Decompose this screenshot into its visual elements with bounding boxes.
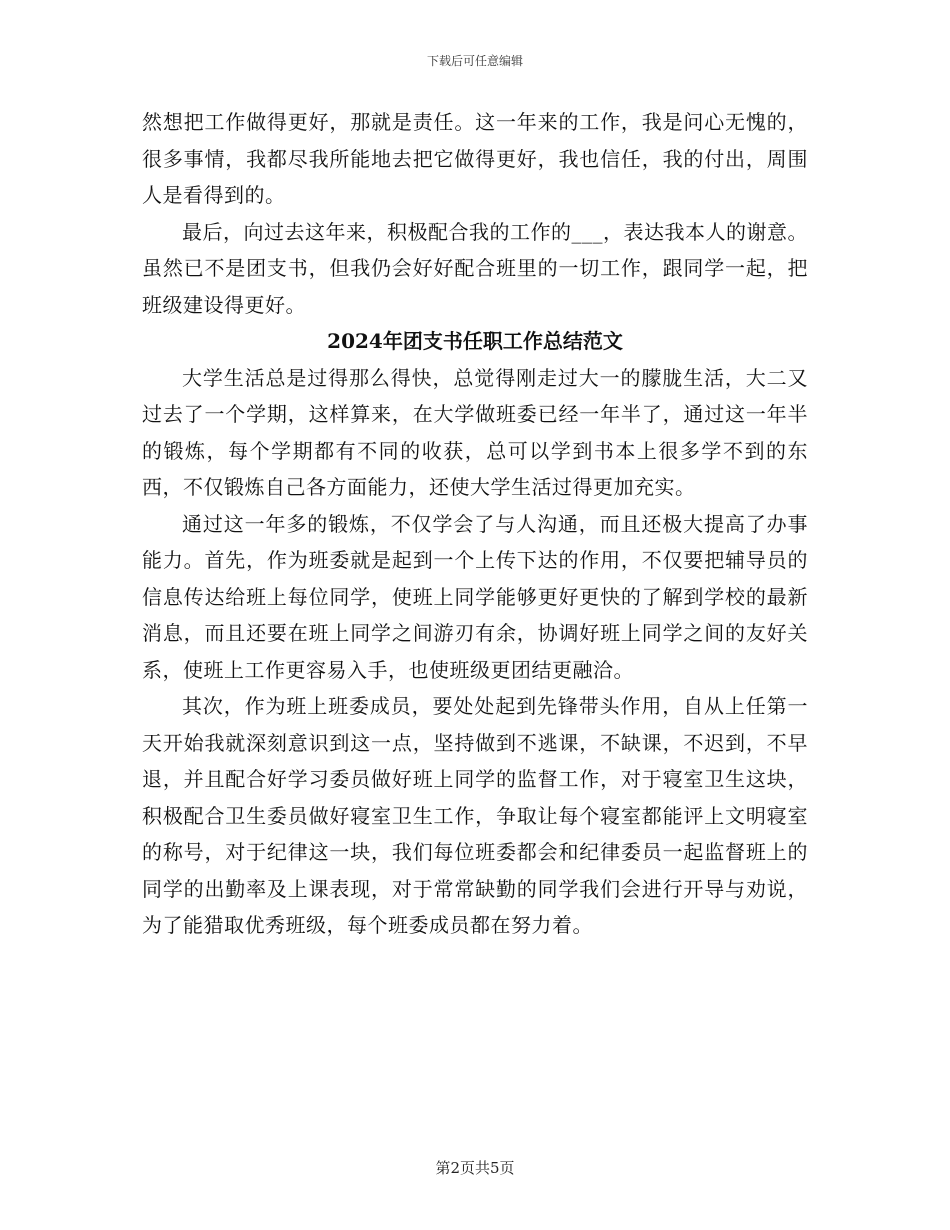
paragraph-closing: 最后，向过去这年来，积极配合我的工作的___，表达我本人的谢意。虽然已不是团支书，但我仍会好好配合班里的一切工作，跟同学一起，把班级建设得更好。 xyxy=(142,219,808,317)
page-header: 下载后可任意编辑 xyxy=(426,54,523,68)
paragraph-leadership: 其次，作为班上班委成员，要处处起到先锋带头作用，自从上任第一天开始我就深刻意识到这一点，坚持做到不逃课，不缺课，不迟到，不早退，并且配合好学习委员做好班上同学的监督工作，对于寝室卫生这块，积极配合卫生委员做好寝室卫生工作，争取让每个寝室都能评上文明寝室的称号，对于纪律这一块，我们每位班委都会和纪律委员一起监督班上的同学的出勤率及上课表现，对于常常缺勤的同学我们会进行开导与劝说，为了能猎取优秀班级，每个班委成员都在努力着。 xyxy=(142,694,808,937)
page-number: 第2页共5页 xyxy=(435,1159,515,1177)
paragraph-intro: 大学生活总是过得那么得快，总觉得刚走过大一的朦胧生活，大二又过去了一个学期，这样算来，在大学做班委已经一年半了，通过这一年半的锻炼，每个学期都有不同的收获，总可以学到书本上很多学不到的东西，不仅锻炼自己各方面能力，还使大学生活过得更加充实。 xyxy=(142,365,808,499)
paragraph-continued: 然想把工作做得更好，那就是责任。这一年来的工作，我是问心无愧的，很多事情，我都尽我所能地去把它做得更好，我也信任，我的付出，周围人是看得到的。 xyxy=(142,110,808,207)
document-title: 2024年团支书任职工作总结范文 xyxy=(327,329,623,353)
paragraph-communication: 通过这一年多的锻炼，不仅学会了与人沟通，而且还极大提高了办事能力。首先，作为班委就是起到一个上传下达的作用，不仅要把辅导员的信息传达给班上每位同学，使班上同学能够更好更快的了解到学校的最新消息，而且还要在班上同学之间游刃有余，协调好班上同学之间的友好关系，使班上工作更容易入手，也使班级更团结更融洽。 xyxy=(142,511,808,682)
document-body xyxy=(142,104,808,944)
